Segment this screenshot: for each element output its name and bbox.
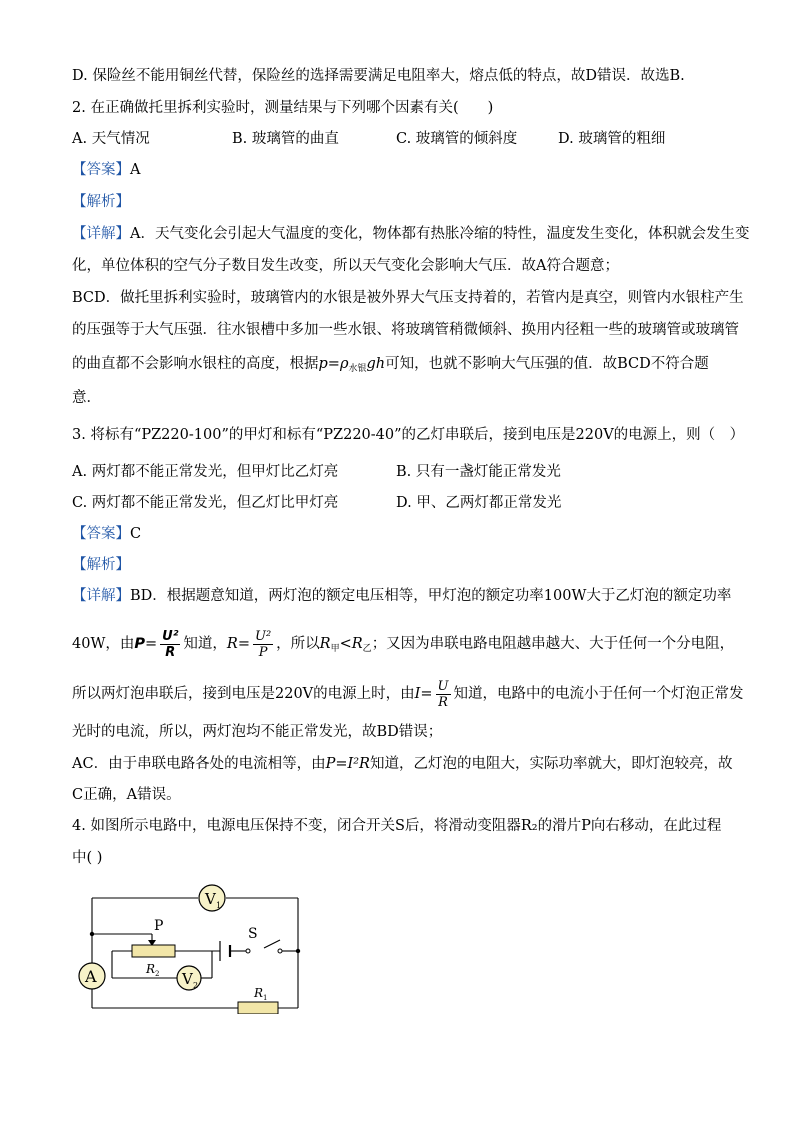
question-4-line-1: 4. 如图所示电路中，电源电压保持不变，闭合开关S后，将滑动变阻器R₂的滑片P向右移动，在此过程 [72, 818, 722, 834]
r2-subscript: 2 [155, 970, 160, 978]
junction-dot [296, 949, 300, 953]
q2-detail-2: 化，单位体积的空气分子数目发生改变，所以天气变化会影响大气压．故A符合题意； [72, 258, 619, 274]
formula-rho: ρ [339, 356, 349, 372]
q2-option-c: C. 玻璃管的倾斜度 [396, 131, 518, 147]
switch-contact-right [278, 949, 282, 953]
q2-detail-3: BCD．做托里拆利实验时，玻璃管内的水银是被外界大气压支持着的，若管内是真空，则管内水银柱产生 [72, 290, 744, 306]
question-2: 2. 在正确做托里拆利实验时，测量结果与下列哪个因素有关( ) [72, 100, 494, 116]
switch-contact-left [246, 949, 250, 953]
circuit-diagram [70, 878, 310, 1014]
detail-tag: 【详解】 [72, 226, 130, 242]
q2-option-b: B. 玻璃管的曲直 [232, 131, 339, 147]
v1-label: V [205, 890, 216, 908]
q3-detail-6: C正确，A错误。 [72, 787, 181, 803]
slider-label: P [154, 918, 164, 934]
question-4-line-2: 中( ) [72, 850, 103, 866]
q2-analysis-tag: 【解析】 [72, 194, 130, 210]
fraction-u2-over-r: $\frac{\text{U²}}{R}$ [162, 628, 179, 660]
fraction-u2-over-p: $\frac{\text{U²}}{P}$ [254, 628, 272, 660]
formula-p: p [318, 356, 328, 372]
line-d-option: D. 保险丝不能用铜丝代替，保险丝的选择需要满足电阻率大，熔点低的特点，故D错误．故选B. [72, 68, 685, 84]
q3-detail-3: 所以两灯泡串联后，接到电压是220V的电源上时，由I= $\frac{U}{R}$ 知道，电路中的电流小于任何一个灯泡正常发 [72, 678, 744, 710]
resistor-r1 [238, 1002, 278, 1014]
q3-detail-4: 光时的电流，所以，两灯泡均不能正常发光，故BD错误； [72, 724, 443, 740]
q3-option-a: A. 两灯都不能正常发光，但甲灯比乙灯亮 [72, 464, 339, 480]
v1-subscript: 1 [216, 901, 222, 910]
q3-option-b: B. 只有一盏灯能正常发光 [396, 464, 561, 480]
q2-detail-5: 的曲直都不会影响水银柱的高度，根据$p=\rho_{水银}gh$可知，也就不影响大气压强的值．故BCD不符合题 [72, 356, 709, 374]
q3-detail-2: 40W，由P= $\frac{\text{U²}}{R}$ 知道，R= $\frac{\text{U²}}{P}$ ，所以$R_甲<R_乙$；又因为串联电路电阻越串越大、大于任何一个分电阻， [72, 628, 735, 660]
q2-detail-6: 意． [72, 390, 101, 406]
r1-subscript: 1 [263, 994, 268, 1002]
junction-dot [90, 932, 94, 936]
switch-label: S [248, 926, 258, 942]
question-3: 3. 将标有“PZ220-100”的甲灯和标有“PZ220-40”的乙灯串联后，接到电压是220V的电源上，则（ ） [72, 427, 745, 443]
r1-label: R [254, 986, 264, 1000]
answer-tag: 【答案】 [72, 162, 130, 178]
fraction-u-over-r: $\frac{U}{R}$ [437, 678, 449, 710]
q3-analysis-tag: 【解析】 [72, 557, 130, 573]
v2-label: V [182, 970, 193, 988]
q3-detail-1: 【详解】BD．根据题意知道，两灯泡的额定电压相等，甲灯泡的额定功率100W大于乙灯泡的额定功率 [72, 588, 732, 604]
q3-option-d: D. 甲、乙两灯都正常发光 [396, 495, 562, 511]
q3-answer: 【答案】C [72, 526, 142, 542]
q2-detail-4: 的压强等于大气压强．往水银槽中多加一些水银、将玻璃管稍微倾斜、换用内径粗一些的玻璃管或玻璃管 [72, 322, 739, 338]
q3-detail-5: AC．由于串联电路各处的电流相等，由P=I²R知道，乙灯泡的电阻大，实际功率就大，即灯泡较亮，故 [72, 756, 733, 772]
q2-answer [72, 160, 140, 180]
q2-option-a: A. 天气情况 [72, 131, 150, 147]
r2-label: R [146, 962, 156, 976]
resistor-r2 [132, 945, 175, 957]
q2-detail-1: 【详解】A．天气变化会引起大气温度的变化，物体都有热胀冷缩的特性，温度发生变化，体积就会发生变 [72, 226, 750, 242]
q2-answer-value: A [130, 162, 141, 178]
q2-option-d: D. 玻璃管的粗细 [558, 131, 666, 147]
q3-option-c: C. 两灯都不能正常发光，但乙灯比甲灯亮 [72, 495, 339, 511]
v2-subscript: 2 [193, 981, 199, 990]
ammeter-label: A [85, 967, 97, 986]
